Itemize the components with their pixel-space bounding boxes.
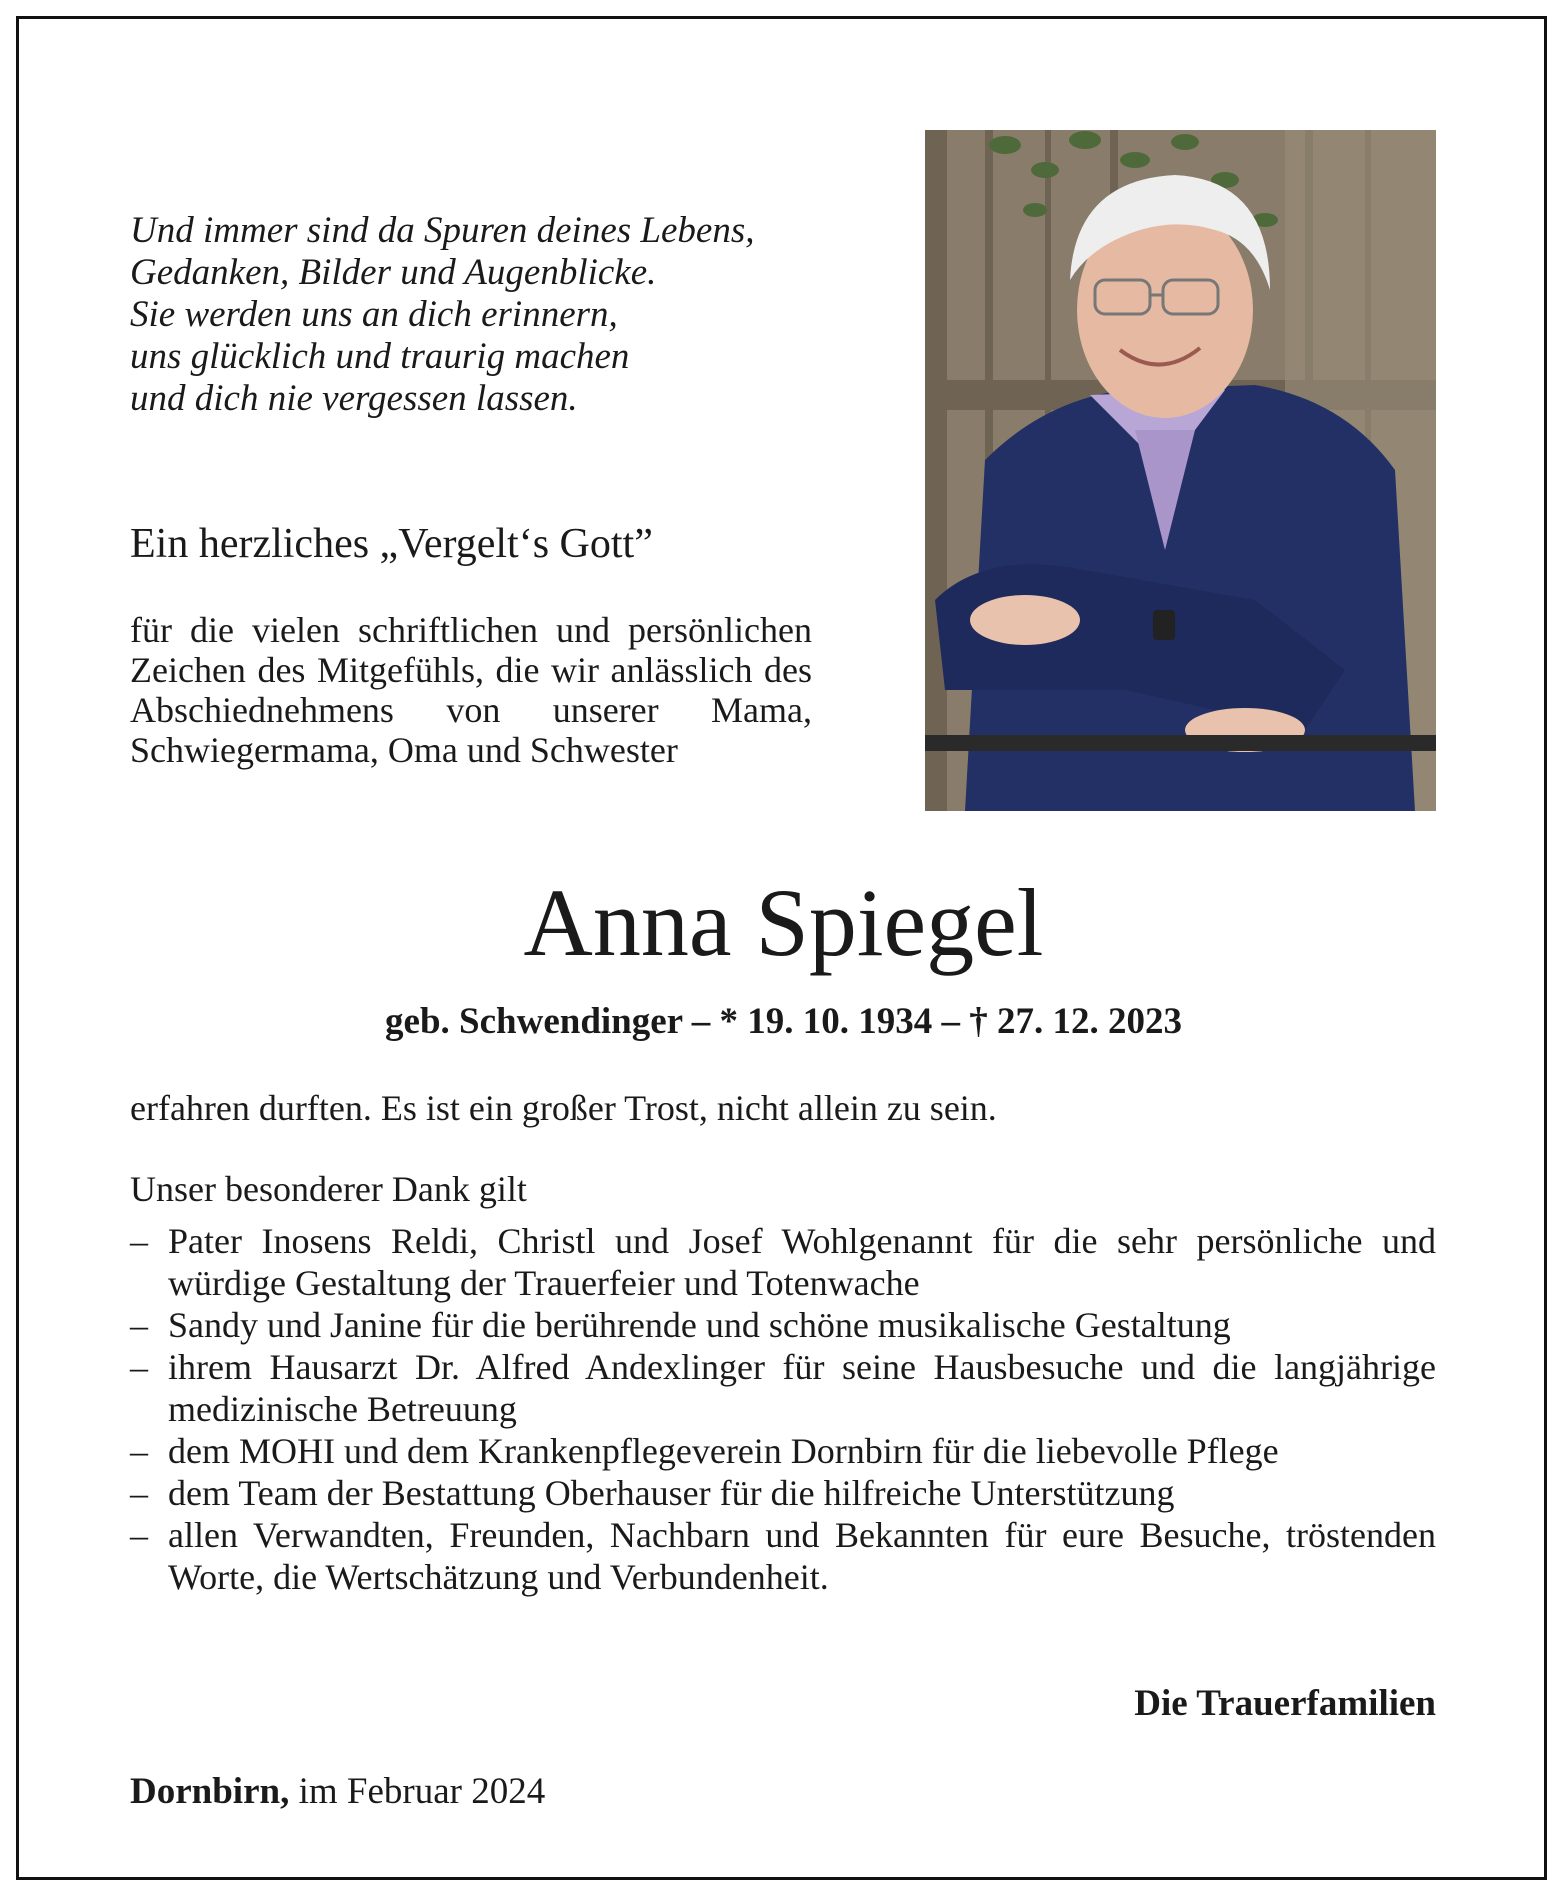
bullet-dash: – bbox=[130, 1431, 148, 1471]
poem-line: Gedanken, Bilder und Augenblicke. bbox=[130, 252, 657, 293]
list-item-text: allen Verwandten, Freunden, Nachbarn und Bekannten für eure Besuche, tröstenden Worte, die Wertschätzung und Verbundenheit. bbox=[168, 1515, 1436, 1597]
bullet-dash: – bbox=[130, 1515, 148, 1555]
portrait-photo bbox=[925, 130, 1436, 811]
thanks-intro: Unser besonderer Dank gilt bbox=[130, 1169, 527, 1209]
place-date-line bbox=[130, 1770, 545, 1813]
bullet-dash: – bbox=[130, 1305, 148, 1345]
list-item bbox=[130, 1220, 1436, 1304]
list-item bbox=[130, 1430, 1436, 1472]
list-item-text: ihrem Hausarzt Dr. Alfred Andexlinger für seine Hausbesuche und die langjährige medizinische Betreuung bbox=[168, 1347, 1436, 1429]
list-item-text: dem Team der Bestattung Oberhauser für die hilfreiche Unterstützung bbox=[168, 1473, 1175, 1513]
place-name: Dornbirn, bbox=[130, 1771, 290, 1812]
list-item-text: Pater Inosens Reldi, Christl und Josef Wohlgenannt für die sehr persönliche und würdige Gestaltung der Trauerfeier und Totenwache bbox=[168, 1221, 1436, 1303]
list-item-text: Sandy und Janine für die berührende und schöne musikalische Gestaltung bbox=[168, 1305, 1231, 1345]
list-item bbox=[130, 1514, 1436, 1598]
list-item bbox=[130, 1304, 1436, 1346]
bullet-dash: – bbox=[130, 1347, 148, 1387]
list-item-text: dem MOHI und dem Krankenpflegeverein Dornbirn für die liebevolle Pflege bbox=[168, 1431, 1279, 1471]
poem-line: und dich nie vergessen lassen. bbox=[130, 378, 578, 419]
intro-paragraph: für die vielen schriftlichen und persönlichen Zeichen des Mitgefühls, die wir anlässlich des Abschiednehmens von unserer Mama, Schwiegermama, Oma und Schwester bbox=[130, 610, 812, 770]
poem-line: uns glücklich und traurig machen bbox=[130, 336, 630, 377]
bullet-dash: – bbox=[130, 1473, 148, 1513]
deceased-name: Anna Spiegel bbox=[523, 869, 1044, 976]
poem-line: Sie werden uns an dich erinnern, bbox=[130, 294, 618, 335]
bullet-dash: – bbox=[130, 1221, 148, 1261]
signature: Die Trauerfamilien bbox=[1134, 1683, 1436, 1724]
continuation-text: erfahren durften. Es ist ein großer Trost, nicht allein zu sein. bbox=[130, 1088, 997, 1128]
thanks-list bbox=[130, 1220, 1436, 1598]
poem-line: Und immer sind da Spuren deines Lebens, bbox=[130, 210, 755, 251]
list-item bbox=[130, 1472, 1436, 1514]
poem bbox=[130, 210, 830, 420]
thanks-heading: Ein herzliches „Vergelt‘s Gott” bbox=[130, 521, 653, 567]
list-item bbox=[130, 1346, 1436, 1430]
date-text: im Februar 2024 bbox=[289, 1771, 546, 1812]
birth-death-dates: geb. Schwendinger – * 19. 10. 1934 – † 27. 12. 2023 bbox=[385, 1001, 1182, 1042]
